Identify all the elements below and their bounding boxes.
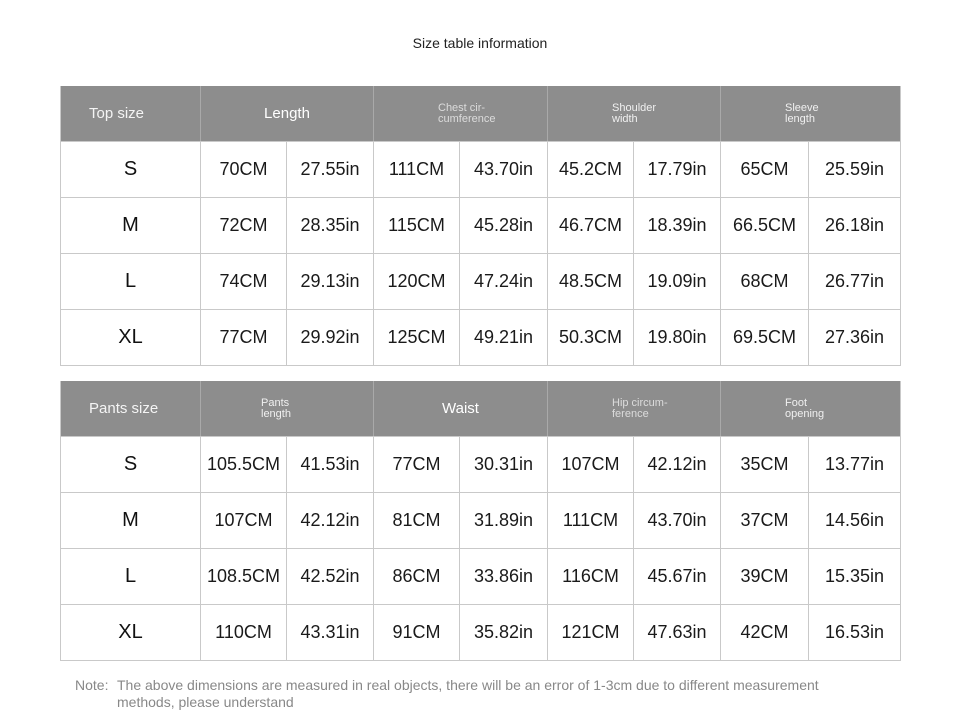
- header-foot-opening: Foot opening: [785, 396, 825, 420]
- note-line-2: methods, please understand: [117, 694, 294, 710]
- cell-length-cm: 72CM: [201, 198, 287, 253]
- cell-length-in: 27.55in: [287, 142, 374, 197]
- cell-length-cm: 77CM: [201, 310, 287, 365]
- cell-length-cm: 108.5CM: [201, 549, 287, 604]
- cell-length-in: 41.53in: [287, 437, 374, 492]
- cell-hip-cm: 107CM: [548, 437, 634, 492]
- header-chest-circumference: Chest cir- cumference: [374, 86, 548, 141]
- cell-length-in: 43.31in: [287, 605, 374, 660]
- cell-hip-cm: 111CM: [548, 493, 634, 548]
- cell-hip-in: 43.70in: [634, 493, 721, 548]
- cell-waist-in: 35.82in: [460, 605, 548, 660]
- size-label: S: [61, 437, 201, 492]
- cell-length-cm: 110CM: [201, 605, 287, 660]
- cell-length-cm: 74CM: [201, 254, 287, 309]
- header-sleeve-length: Sleeve length: [785, 101, 819, 125]
- cell-waist-in: 31.89in: [460, 493, 548, 548]
- cell-sleeve-cm: 65CM: [721, 142, 809, 197]
- size-label: L: [61, 254, 201, 309]
- cell-sleeve-in: 26.18in: [824, 215, 885, 235]
- cell-chest-cm: 120CM: [374, 254, 460, 309]
- size-label: L: [61, 549, 201, 604]
- cell-chest-cm: 125CM: [374, 310, 460, 365]
- cell-shoulder-in: 18.39in: [634, 198, 721, 253]
- cell-length-cm: 70CM: [201, 142, 287, 197]
- cell-foot-cm: 39CM: [721, 549, 809, 604]
- header-waist: Waist: [374, 381, 548, 436]
- cell-foot-cm: 37CM: [721, 493, 809, 548]
- cell-sleeve-cm: 66.5CM: [721, 198, 809, 253]
- pants-size-header-row: [61, 381, 900, 436]
- cell-hip-cm: 121CM: [548, 605, 634, 660]
- cell-length-in: 42.52in: [287, 549, 374, 604]
- pants-size-table: [60, 381, 901, 661]
- table-row: [61, 548, 900, 604]
- table-row: [61, 197, 900, 253]
- cell-length-in: 29.13in: [287, 254, 374, 309]
- header-length: Length: [201, 86, 374, 141]
- cell-foot-in: 14.56in: [824, 510, 885, 530]
- cell-length-in: 42.12in: [287, 493, 374, 548]
- table-row: [61, 436, 900, 492]
- cell-sleeve-cm: 69.5CM: [721, 310, 809, 365]
- cell-chest-in: 43.70in: [460, 142, 548, 197]
- table-row: [61, 309, 900, 366]
- header-hip-circumference: Hip circum- ference: [548, 381, 721, 436]
- cell-foot-cm: 42CM: [721, 605, 809, 660]
- table-row: [61, 604, 900, 661]
- cell-chest-in: 49.21in: [460, 310, 548, 365]
- note-line-1: The above dimensions are measured in real objects, there will be an error of 1-3cm due to different measurement: [117, 677, 819, 693]
- measurement-note: [75, 677, 905, 711]
- cell-length-in: 29.92in: [287, 310, 374, 365]
- header-shoulder-width: Shoulder width: [548, 86, 721, 141]
- cell-shoulder-in: 19.09in: [634, 254, 721, 309]
- cell-shoulder-in: 19.80in: [634, 310, 721, 365]
- top-size-table: [60, 86, 901, 366]
- cell-shoulder-cm: 46.7CM: [548, 198, 634, 253]
- cell-sleeve-cm: 68CM: [721, 254, 809, 309]
- cell-waist-in: 33.86in: [460, 549, 548, 604]
- cell-length-in: 28.35in: [287, 198, 374, 253]
- cell-foot-cm: 35CM: [721, 437, 809, 492]
- table-row: [61, 253, 900, 309]
- cell-chest-in: 47.24in: [460, 254, 548, 309]
- cell-shoulder-cm: 45.2CM: [548, 142, 634, 197]
- page-title: Size table information: [412, 35, 548, 51]
- cell-chest-cm: 111CM: [374, 142, 460, 197]
- table-row: [61, 492, 900, 548]
- note-label: Note:: [75, 677, 109, 693]
- cell-foot-in: 16.53in: [824, 622, 885, 642]
- cell-length-cm: 107CM: [201, 493, 287, 548]
- cell-hip-in: 45.67in: [634, 549, 721, 604]
- cell-shoulder-cm: 48.5CM: [548, 254, 634, 309]
- header-pants-length: Pants length: [201, 381, 374, 436]
- cell-waist-in: 30.31in: [460, 437, 548, 492]
- header-top-size: Top size: [61, 86, 201, 141]
- cell-sleeve-in: 26.77in: [824, 271, 885, 291]
- cell-shoulder-cm: 50.3CM: [548, 310, 634, 365]
- cell-waist-cm: 81CM: [374, 493, 460, 548]
- top-size-header-row: [61, 86, 900, 141]
- cell-chest-cm: 115CM: [374, 198, 460, 253]
- cell-waist-cm: 91CM: [374, 605, 460, 660]
- table-row: [61, 141, 900, 197]
- size-label: S: [61, 142, 201, 197]
- cell-hip-in: 42.12in: [634, 437, 721, 492]
- cell-sleeve-in: 25.59in: [824, 159, 885, 179]
- cell-shoulder-in: 17.79in: [634, 142, 721, 197]
- cell-sleeve-in: 27.36in: [824, 327, 885, 347]
- size-label: XL: [61, 310, 201, 365]
- cell-length-cm: 105.5CM: [201, 437, 287, 492]
- cell-foot-in: 13.77in: [824, 454, 885, 474]
- cell-waist-cm: 86CM: [374, 549, 460, 604]
- cell-hip-cm: 116CM: [548, 549, 634, 604]
- cell-chest-in: 45.28in: [460, 198, 548, 253]
- cell-hip-in: 47.63in: [634, 605, 721, 660]
- size-label: M: [61, 198, 201, 253]
- header-pants-size: Pants size: [61, 381, 201, 436]
- cell-foot-in: 15.35in: [824, 566, 885, 586]
- size-label: M: [61, 493, 201, 548]
- size-label: XL: [61, 605, 201, 660]
- cell-waist-cm: 77CM: [374, 437, 460, 492]
